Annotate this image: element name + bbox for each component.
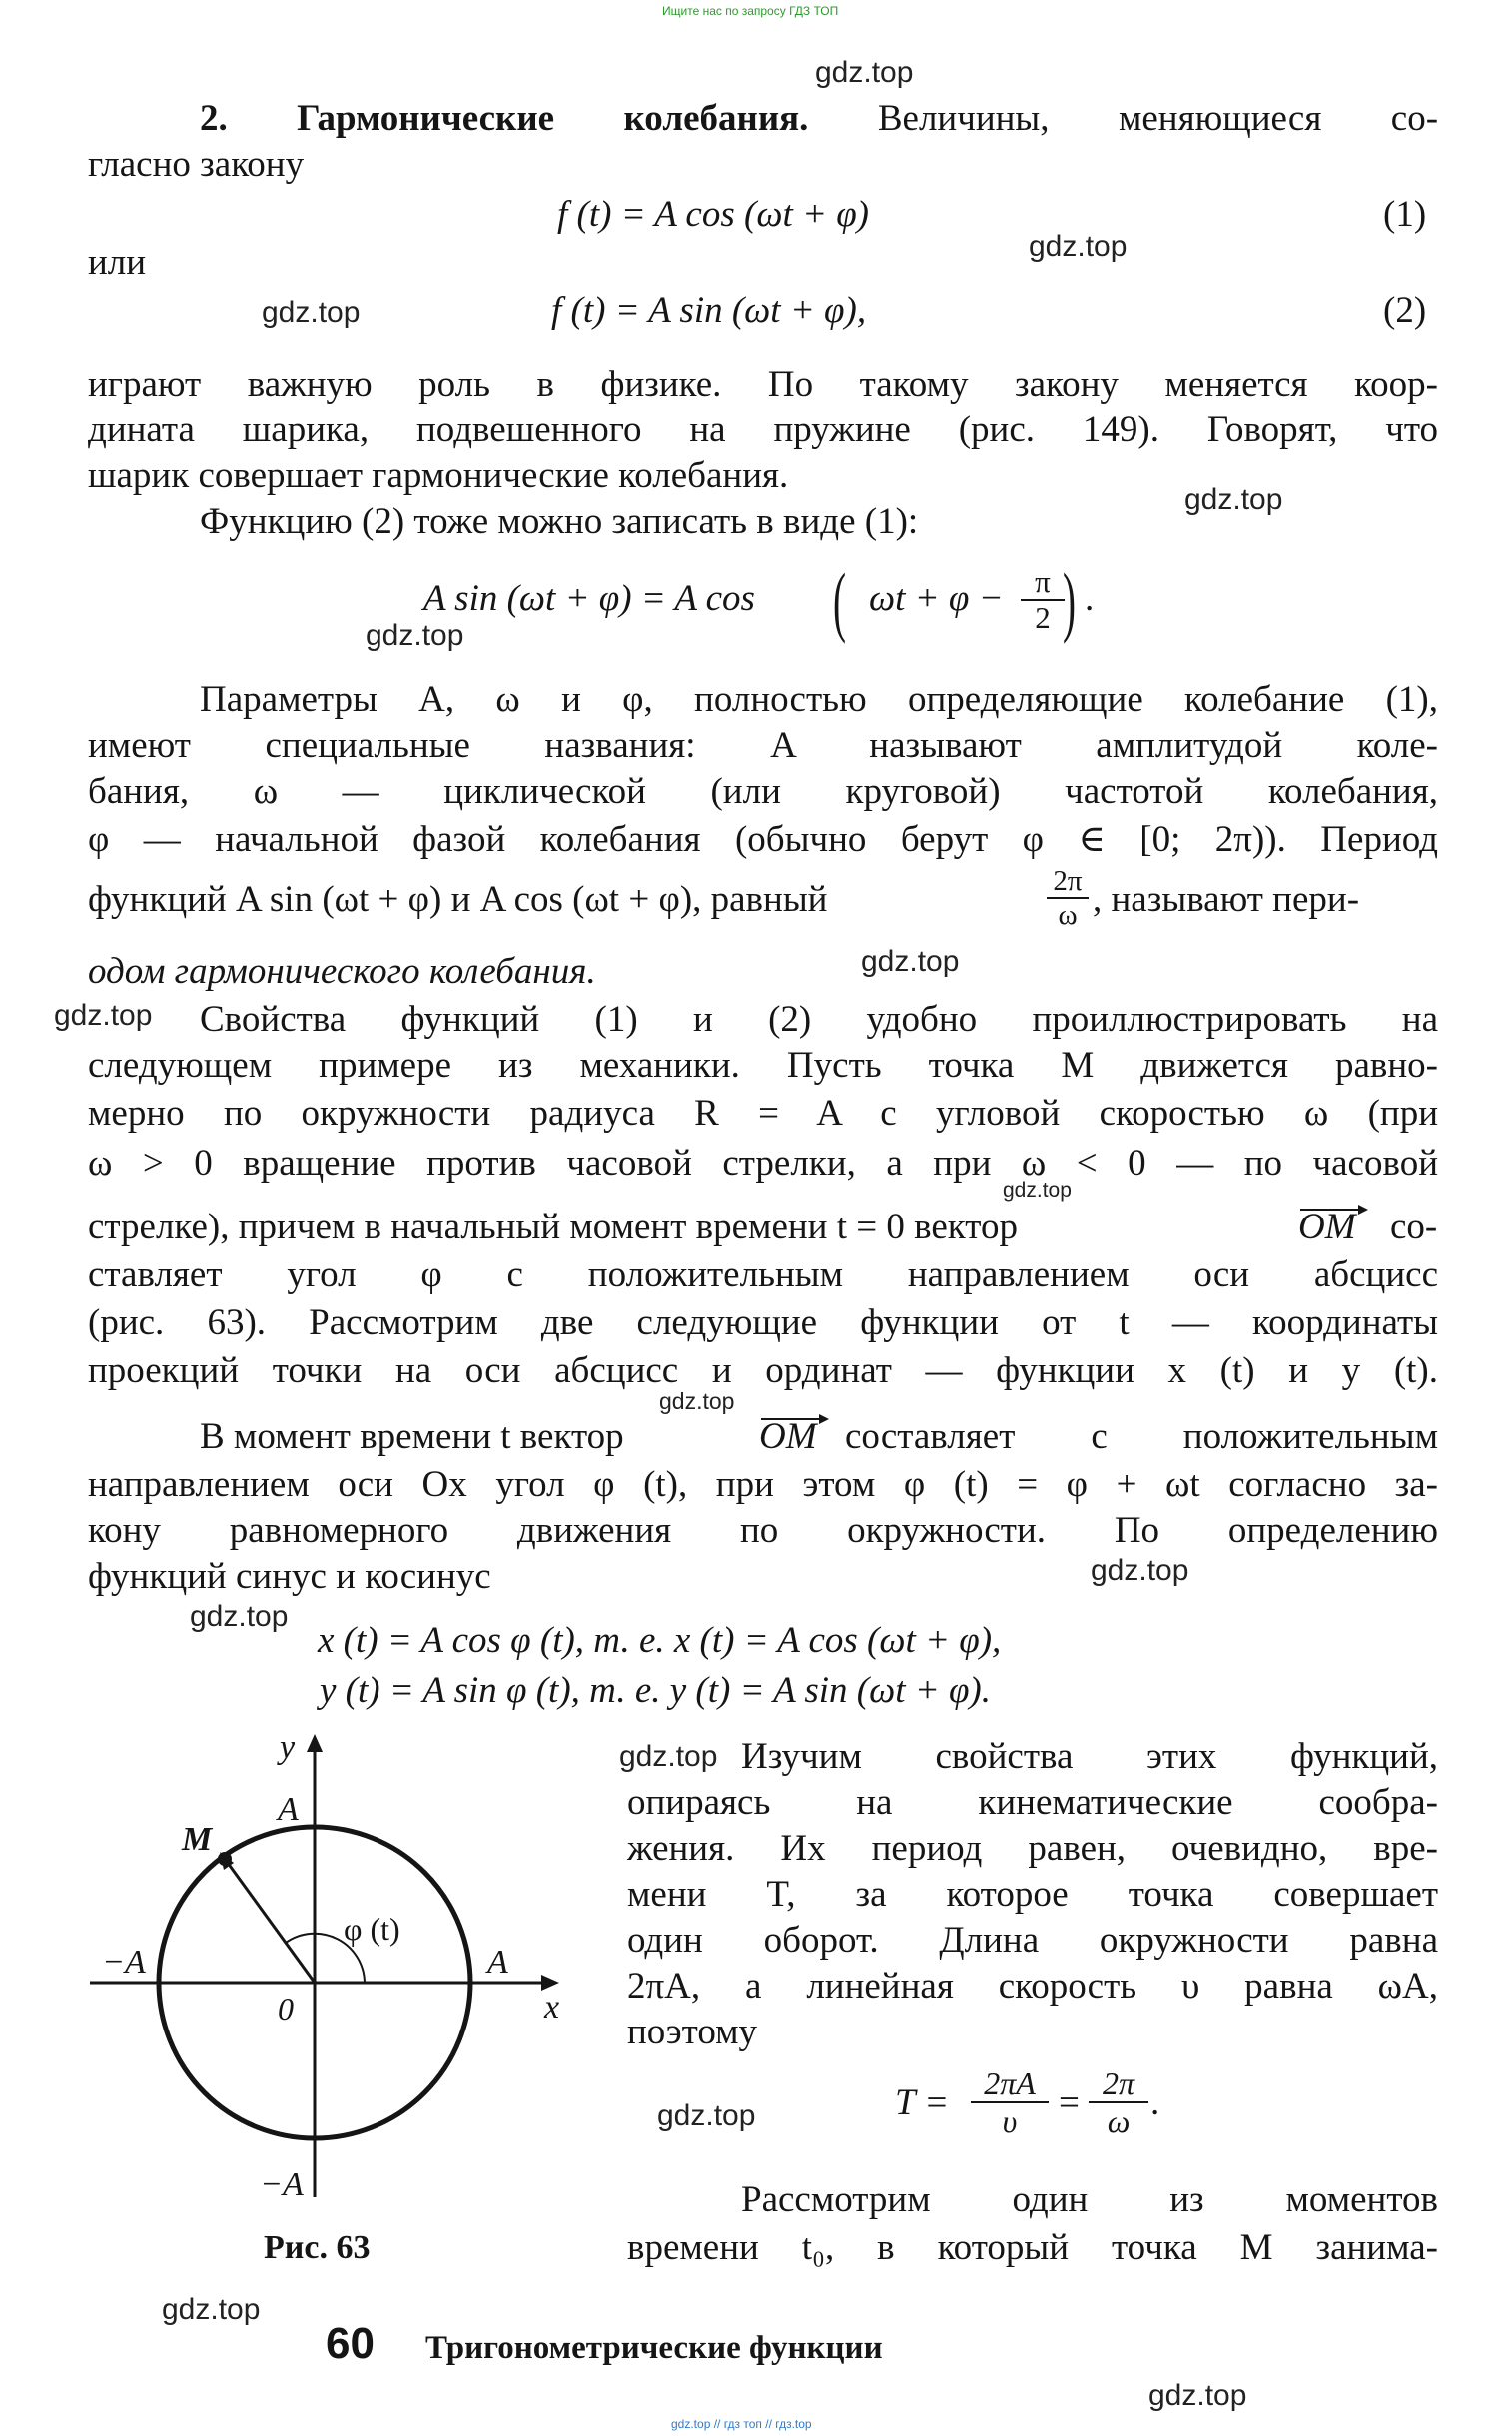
paragraph-line: играют важную роль в физике. По такому закону меняется коор- [88,364,1438,405]
intro-line-2: гласно закону [88,144,305,185]
watermark-label: gdz.top [1091,1554,1189,1587]
formula-x: x (t) = A cos φ (t), т. е. x (t) = A cos (ωt + φ), [318,1620,1002,1661]
section-heading-line [200,96,1438,142]
bottom-watermark: gdz.top // гдз топ // гдз.top [671,2417,812,2431]
formula-3-fraction [1021,565,1065,635]
paragraph-line: функций A sin (ωt + φ) и A cos (ωt + φ), равный [88,879,828,920]
paragraph-line: ставляет угол φ с положительным направлением оси абсцисс [88,1254,1438,1295]
paragraph-line: мерно по окружности радиуса R = A с угловой скоростью ω (при [88,1093,1438,1134]
watermark-label: gdz.top [619,1740,718,1773]
fraction-numerator: 2π [1089,2065,1148,2103]
left-a-label: −A [102,1944,146,1981]
x-axis-label: x [544,1989,560,2026]
fraction-numerator: 2π [1047,865,1089,899]
paragraph-line: кону равномерного движения по окружности. По определению [88,1510,1438,1551]
watermark-label: gdz.top [1003,1179,1072,1202]
paragraph-line-end: составляет с положительным [845,1416,1438,1457]
fraction-denominator: ω [1107,2103,1131,2139]
paragraph-line: 2πA, а линейная скорость υ равна ωA, [627,1966,1438,2007]
point-m-label: M [182,1821,213,1858]
origin-label: 0 [278,1991,294,2027]
paragraph-line: проекций точки на оси абсцисс и ординат — функции x (t) и y (t). [88,1350,1438,1391]
top-watermark: Ищите нас по запросу ГДЗ ТОП [662,4,839,18]
watermark-label: gdz.top [190,1600,289,1633]
paragraph-line: направлением оси Ox угол φ (t), при этом φ (t) = φ + ωt согласно за- [88,1464,1438,1505]
formula-3-left: A sin (ωt + φ) = A cos [423,578,755,619]
paragraph-line: следующем примере из механики. Пусть точка M движется равно- [88,1045,1438,1086]
vector-om [759,1414,817,1460]
paragraph-line-end: со- [1390,1207,1438,1247]
watermark-label: gdz.top [815,56,914,89]
fraction-numerator: 2πA [971,2065,1049,2103]
paragraph-line: Свойства функций (1) и (2) удобно проиллюстрировать на [200,999,1438,1040]
right-paren: ) [1063,557,1076,644]
paragraph-line: один оборот. Длина окружности равна [627,1920,1438,1961]
ili-word: или [88,242,147,283]
page-number: 60 [326,2319,375,2368]
paragraph-line: Рассмотрим один из моментов [741,2179,1438,2220]
left-paren: ( [833,557,846,644]
section-title: 2. Гармонические колебания. [200,98,809,139]
formula-1: f (t) = A cos (ωt + φ) [557,194,869,235]
paragraph-line: (рис. 63). Рассмотрим две следующие функции от t — координаты [88,1302,1438,1343]
paragraph-line-start: В момент времени t вектор [200,1416,624,1457]
watermark-label: gdz.top [366,619,464,652]
watermark-label: gdz.top [1184,483,1283,516]
watermark-label: gdz.top [262,296,361,329]
watermark-label: gdz.top [861,945,960,978]
fraction-numerator: π [1021,565,1065,601]
paragraph-line: Изучим свойства этих функций, [741,1736,1438,1777]
watermark-label: gdz.top [1148,2379,1247,2412]
period-fraction-2 [1089,2065,1148,2139]
paragraph-line: времени t₀, в который точка M занима- [627,2227,1438,2268]
paragraph-line: дината шарика, подвешенного на пружине (рис. 149). Говорят, что [88,409,1438,450]
vector-arrow-icon [759,1412,831,1426]
paragraph-line: опираясь на кинематические сообра- [627,1782,1438,1823]
watermark-label: gdz.top [659,1388,735,1414]
formula-2-number: (2) [1383,290,1427,331]
watermark-label: gdz.top [162,2293,261,2326]
figure-63 [60,1718,599,2237]
paragraph-line: бания, ω — циклической (или круговой) частотой колебания, [88,771,1438,812]
paragraph-line: Параметры A, ω и φ, полностью определяющие колебание (1), [200,679,1438,720]
paragraph-line: ω > 0 вращение против часовой стрелки, а при ω < 0 — по часовой [88,1143,1438,1184]
radius-om [225,1859,315,1983]
watermark-label: gdz.top [1029,230,1128,263]
paragraph-line: стрелке), причем в начальный момент времени t = 0 вектор [88,1207,1018,1247]
paragraph-line: поэтому [627,2012,758,2052]
y-axis-arrow-icon [307,1734,323,1752]
paragraph-line: Функцию (2) тоже можно записать в виде (1): [200,501,919,542]
bottom-a-label: −A [260,2166,304,2203]
running-title: Тригонометрические функции [425,2330,883,2366]
period-end: . [1150,2082,1160,2123]
paragraph-line: имеют специальные названия: A называют амплитудой коле- [88,725,1438,766]
formula-3-end: . [1085,578,1095,619]
point-m [218,1852,232,1866]
period-fraction [1047,865,1089,931]
vector-label: OM [1298,1207,1356,1247]
vector-om [1298,1205,1356,1250]
fraction-denominator: ω [1058,899,1078,931]
formula-y: y (t) = A sin φ (t), т. е. y (t) = A sin (ωt + φ). [320,1670,991,1711]
paragraph-line: жения. Их период равен, очевидно, вре- [627,1828,1438,1869]
formula-2: f (t) = A sin (ωt + φ), [551,290,867,331]
period-t: T = [895,2082,950,2123]
y-axis-label: y [280,1729,296,1766]
paragraph-line: шарик совершает гармонические колебания. [88,455,789,496]
intro-text: Величины, меняющиеся со- [877,98,1439,139]
right-a-label: A [487,1944,508,1981]
paragraph-line-end: , называют пери- [1093,879,1360,920]
paragraph-line: мени T, за которое точка совершает [627,1874,1438,1915]
paragraph-line: одом гармонического колебания. [88,951,596,992]
formula-1-number: (1) [1383,194,1427,235]
period-eq: = [1059,2082,1080,2123]
vector-arrow-icon [1298,1203,1370,1217]
watermark-label: gdz.top [54,999,153,1032]
paragraph-line: φ — начальной фазой колебания (обычно берут φ ∈ [0; 2π)). Период [88,819,1438,860]
vector-label: OM [759,1416,817,1457]
watermark-label: gdz.top [657,2099,756,2132]
formula-3-inner: ωt + φ − [869,578,1004,619]
fraction-denominator: 2 [1035,600,1051,635]
top-a-label: A [278,1791,299,1828]
period-fraction-1 [971,2065,1049,2139]
paragraph-line: функций синус и косинус [88,1556,491,1597]
fraction-denominator: υ [1002,2103,1018,2139]
figure-caption: Рис. 63 [264,2229,371,2266]
angle-label: φ (t) [344,1911,400,1947]
